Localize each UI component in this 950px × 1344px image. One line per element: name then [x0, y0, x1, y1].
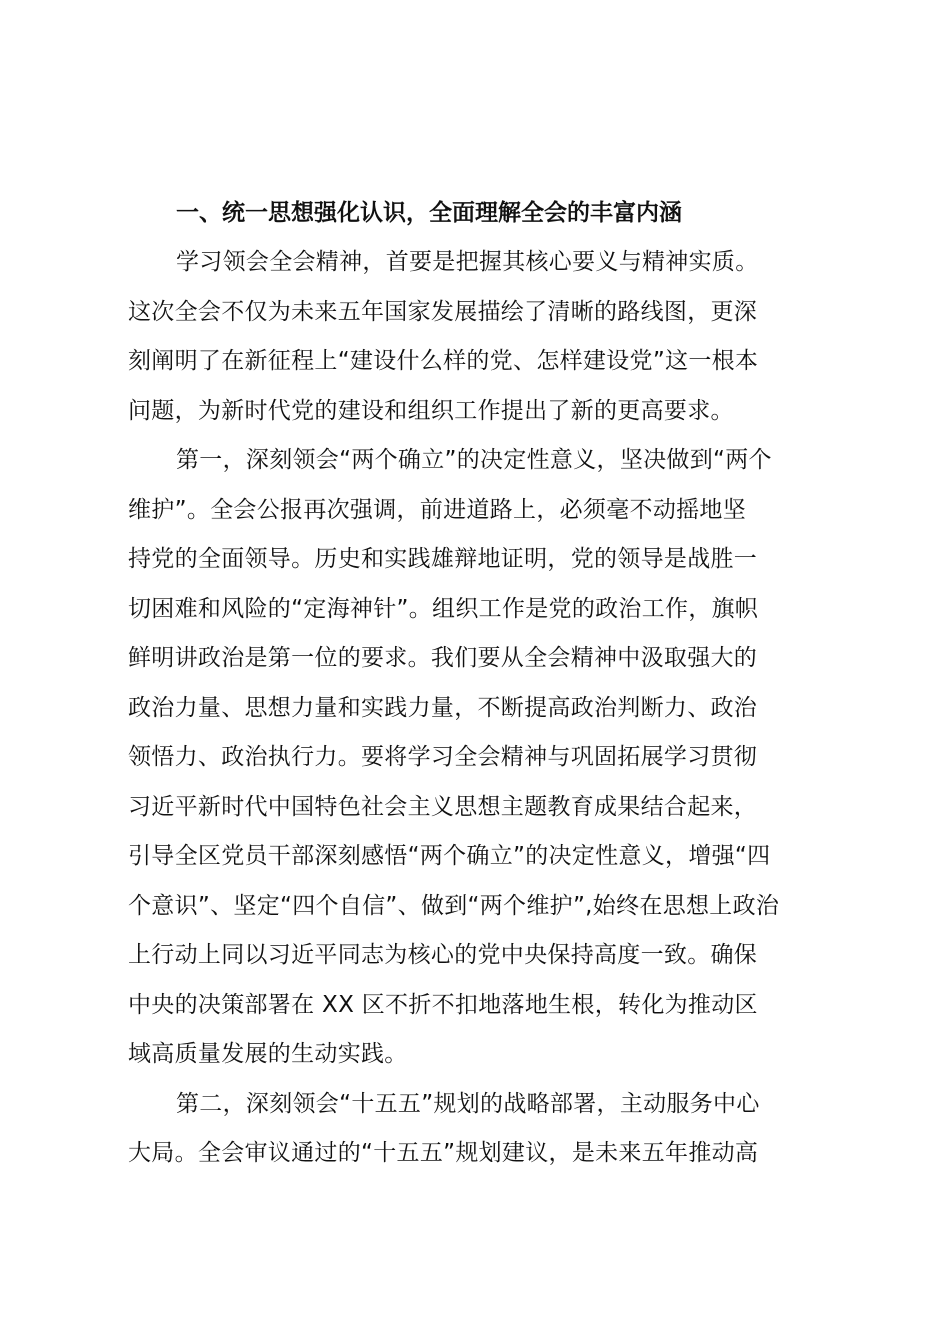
paragraph-line: 域高质量发展的生动实践。 — [128, 1041, 408, 1067]
paragraph-line: 维护”。全会公报再次强调，前进道路上，必须毫不动摇地坚 — [128, 496, 747, 523]
paragraph-line: 上行动上同以习近平同志为核心的党中央保持高度一致。确保 — [128, 942, 758, 968]
paragraph-line: 政治力量、思想力量和实践力量，不断提高政治判断力、政治 — [128, 694, 758, 721]
paragraph-line: 持党的全面领导。历史和实践雄辩地证明，党的领导是战胜一 — [128, 546, 758, 572]
paragraph-first — [128, 436, 828, 1080]
paragraph-line: 习近平新时代中国特色社会主义思想主题教育成果结合起来， — [128, 793, 758, 820]
section-heading: 一、统一思想强化认识，全面理解全会的丰富内涵 — [176, 200, 682, 226]
paragraph-line: 鲜明讲政治是第一位的要求。我们要从全会精神中汲取强大的 — [128, 645, 758, 671]
paragraph-line: 大局。全会审议通过的“十五五”规划建议，是未来五年推动高 — [128, 1140, 759, 1166]
paragraph-line: 学习领会全会精神，首要是把握其核心要义与精神实质。 — [176, 249, 759, 275]
paragraph-line: 中央的决策部署在 XX 区不折不扣地落地生根，转化为推动区 — [128, 991, 758, 1018]
paragraph-second — [128, 1080, 828, 1179]
paragraph-line: 这次全会不仅为未来五年国家发展描绘了清晰的路线图，更深 — [128, 298, 758, 325]
paragraph-line: 第二，深刻领会“十五五”规划的战略部署，主动服务中心 — [176, 1090, 760, 1117]
paragraph-line: 第一，深刻领会“两个确立”的决定性意义，坚决做到“两个 — [176, 447, 772, 473]
paragraph-line: 领悟力、政治执行力。要将学习全会精神与巩固拓展学习贯彻 — [128, 744, 758, 770]
paragraph-line: 个意识”、坚定“四个自信”、做到“两个维护”,始终在思想上政治 — [128, 892, 780, 919]
paragraph-intro — [128, 238, 828, 436]
paragraph-line: 问题，为新时代党的建设和组织工作提出了新的更高要求。 — [128, 397, 734, 424]
paragraph-line: 刻阐明了在新征程上“建设什么样的党、怎样建设党”这一根本 — [128, 348, 759, 374]
document-body — [128, 188, 828, 1179]
paragraph-line: 切困难和风险的“定海神针”。组织工作是党的政治工作，旗帜 — [128, 595, 759, 622]
paragraph-line: 引导全区党员干部深刻感悟“两个确立”的决定性意义，增强“四 — [128, 843, 771, 869]
